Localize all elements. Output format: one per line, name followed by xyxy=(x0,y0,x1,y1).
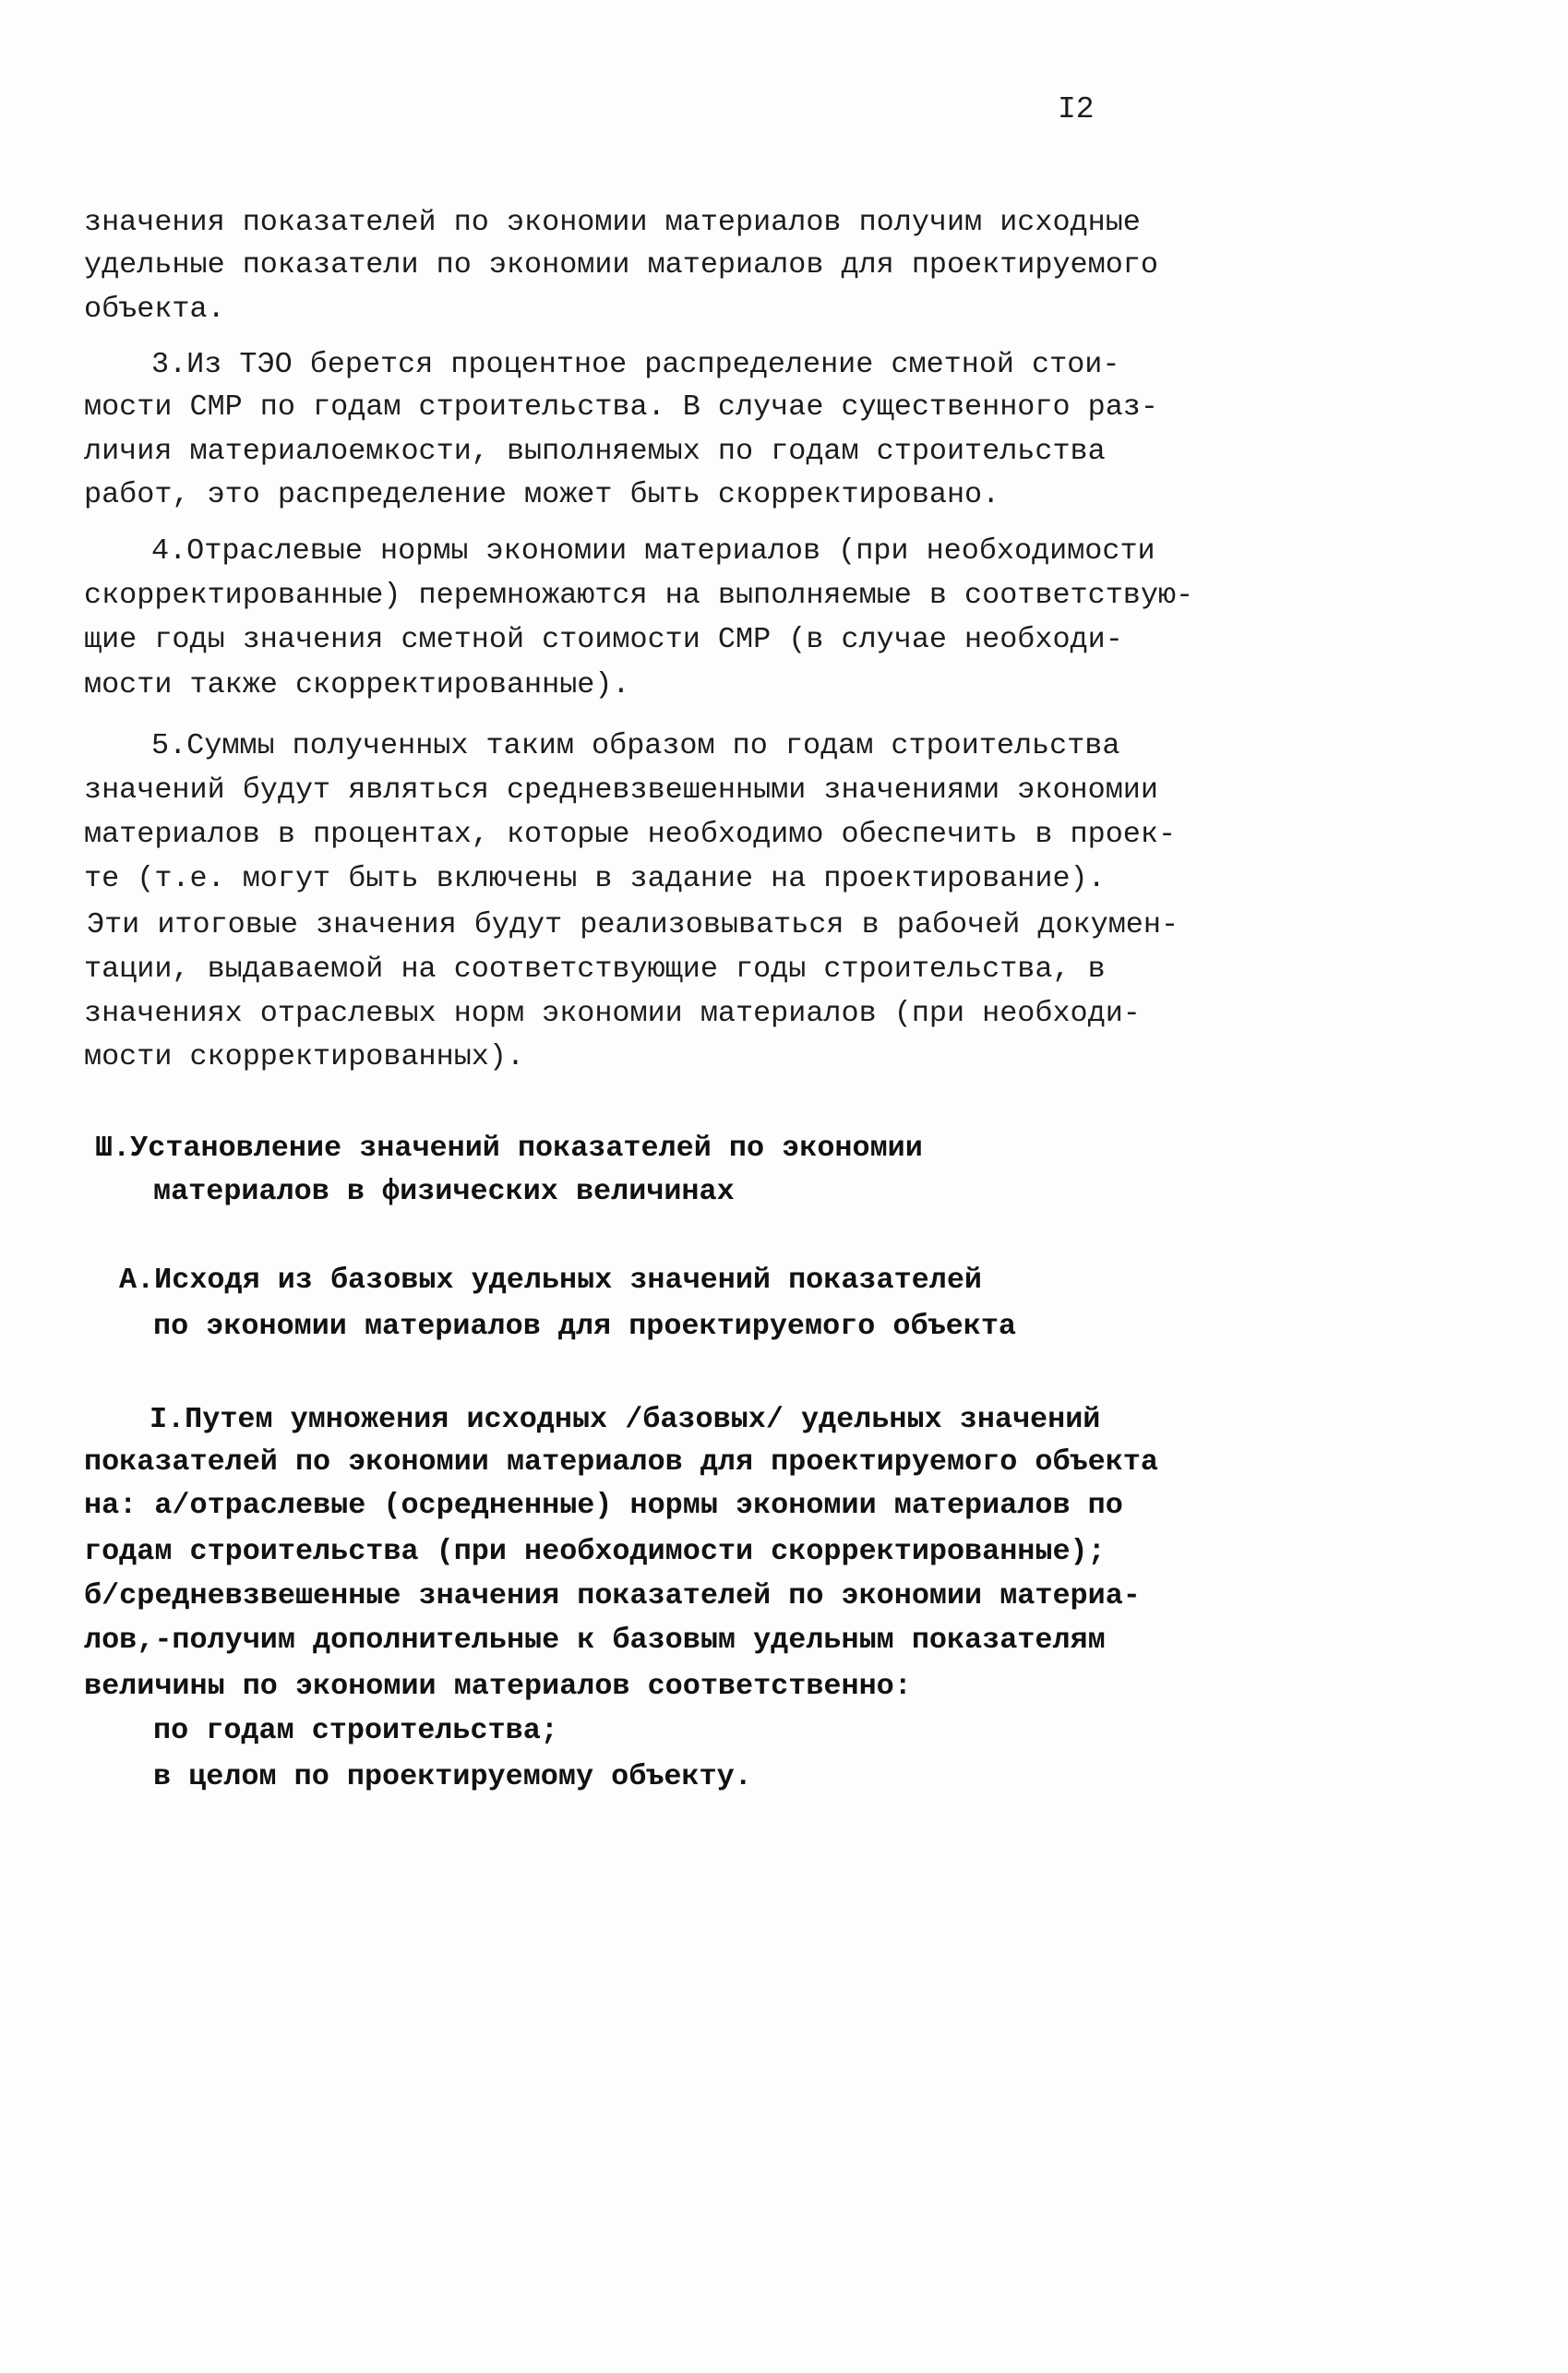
heading-line: Ш.Установление значений показателей по экономии xyxy=(95,1132,923,1165)
text-line: по годам строительства; xyxy=(153,1714,558,1747)
text-line: годам строительства (при необходимости скорректированные); xyxy=(84,1535,1106,1568)
text-line: Эти итоговые значения будут реализовываться в рабочей докумен- xyxy=(87,908,1179,941)
text-line: те (т.е. могут быть включены в задание на проектирование). xyxy=(84,862,1106,895)
text-line: 3.Из ТЭО берется процентное распределение сметной стои- xyxy=(151,348,1120,381)
text-line: значений будут являться средневзвешенными значениями экономии xyxy=(84,773,1158,807)
text-line: показателей по экономии материалов для проектируемого объекта xyxy=(84,1445,1158,1479)
text-line: материалов в процентах, которые необходимо обеспечить в проек- xyxy=(84,818,1177,851)
text-line: в целом по проектируемому объекту. xyxy=(153,1760,752,1793)
text-line: б/средневзвешенные значения показателей по экономии материа- xyxy=(84,1579,1141,1612)
text-line: удельные показатели по экономии материалов для проектируемого xyxy=(84,248,1158,282)
text-line: на: а/отраслевые (осредненные) нормы экономии материалов по xyxy=(84,1489,1123,1522)
text-line: скорректированные) перемножаются на выполняемые в соответствую- xyxy=(84,579,1194,612)
text-line: работ, это распределение может быть скорректировано. xyxy=(84,478,1000,511)
text-line: мости скорректированных). xyxy=(84,1040,525,1073)
text-line: мости СМР по годам строительства. В случае существенного раз- xyxy=(84,390,1158,424)
text-line: объекта. xyxy=(84,293,225,326)
text-line: значениях отраслевых норм экономии материалов (при необходи- xyxy=(84,997,1141,1030)
text-line: щие годы значения сметной стоимости СМР (в случае необходи- xyxy=(84,623,1123,656)
text-line: личия материалоемкости, выполняемых по годам строительства xyxy=(84,435,1106,468)
heading-line: А.Исходя из базовых удельных значений показателей xyxy=(119,1264,982,1297)
text-line: значения показателей по экономии материалов получим исходные xyxy=(84,206,1141,239)
text-line: 5.Суммы полученных таким образом по годам строительства xyxy=(151,729,1120,762)
heading-line: материалов в физических величинах xyxy=(153,1175,735,1208)
text-line: мости также скорректированные). xyxy=(84,668,630,701)
heading-line: по экономии материалов для проектируемого объекта xyxy=(153,1310,1016,1343)
text-line: I.Путем умножения исходных /базовых/ удельных значений xyxy=(150,1403,1101,1436)
page-number: I2 xyxy=(1058,92,1095,126)
text-line: тации, выдаваемой на соответствующие годы строительства, в xyxy=(84,953,1106,986)
text-line: величины по экономии материалов соответственно: xyxy=(84,1670,912,1703)
text-line: 4.Отраслевые нормы экономии материалов (при необходимости xyxy=(151,534,1155,568)
text-line: лов,-получим дополнительные к базовым удельным показателям xyxy=(84,1624,1106,1657)
